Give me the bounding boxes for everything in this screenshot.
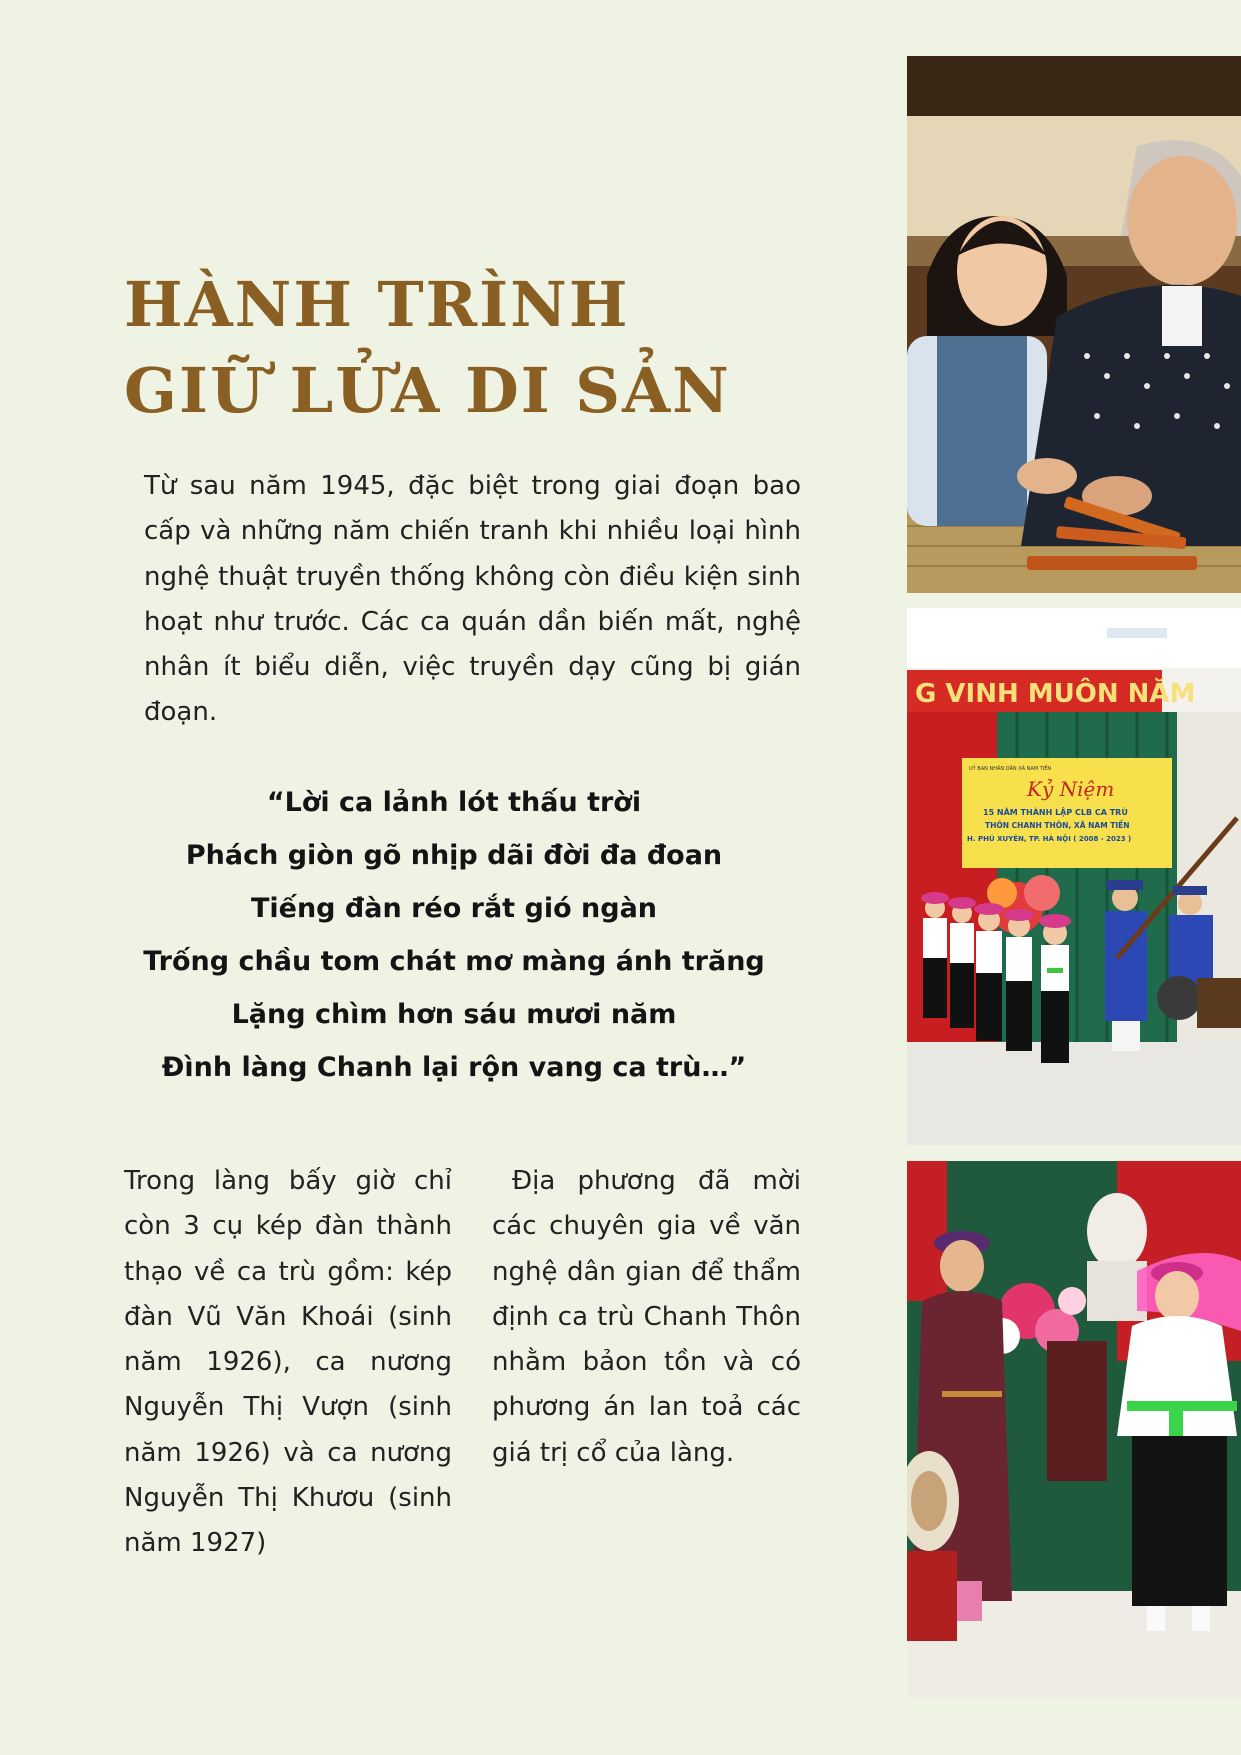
sign-top-text: UỶ BAN NHÂN DÂN XÃ NAM TIẾN [969, 766, 1052, 772]
photo-stage-performance [907, 608, 1241, 1145]
photo-stage-illustration [907, 608, 1241, 1145]
banner-text: G VINH MUÔN NĂM [915, 679, 1196, 709]
poem-line: Đình làng Chanh lại rộn vang ca trù…” [161, 1052, 747, 1083]
poem-line: “Lời ca lảnh lót thấu trời [266, 787, 642, 818]
page-title [124, 262, 764, 434]
sign-line-2: THÔN CHANH THÔN, XÃ NAM TIẾN [985, 821, 1130, 830]
poem-line: Phách giòn gõ nhịp dãi đời đa đoan [185, 840, 723, 871]
right-column-text: Địa phương đã mời các chuyên gia về văn nghệ dân gian để thẩm định ca trù Chanh Thôn nhằm bảon tồn và có phương án lan toả các giá trị cổ của làng. [492, 1166, 801, 1468]
photo-teaching [907, 56, 1241, 593]
left-column-text: Trong làng bấy giờ chỉ còn 3 cụ kép đàn thành thạo về ca trù gồm: kép đàn Vũ Văn Khoái (sinh năm 1926), ca nương Nguyễn Thị Vượn (sinh năm 1926) và ca nương Nguyễn Thị Khươu (sinh năm 1927) [124, 1166, 452, 1559]
title-line-1: HÀNH TRÌNH [124, 268, 630, 341]
sign-script-text: Kỷ Niệm [1027, 777, 1115, 801]
sign-line-3: H. PHÚ XUYÊN, TP. HÀ NỘI ( 2008 - 2023 ) [967, 835, 1132, 843]
title-line-2: GIỮ LỬA DI SẢN [124, 354, 731, 427]
poem-line: Tiếng đàn réo rắt gió ngàn [250, 893, 658, 924]
photo-teaching-illustration [907, 56, 1241, 593]
photo-singer-and-girl [907, 1161, 1241, 1698]
photo-singer-illustration [907, 1161, 1241, 1698]
poem-quote [124, 776, 784, 1094]
intro-paragraph: Từ sau năm 1945, đặc biệt trong giai đoạn bao cấp và những năm chiến tranh khi nhiều loại hình nghệ thuật truyền thống không còn điều kiện sinh hoạt như trước. Các ca quán dần biến mất, nghệ nhân ít biểu diễn, việc truyền dạy cũng bị gián đoạn. [144, 471, 801, 728]
poem-line: Lặng chìm hơn sáu mươi năm [231, 999, 677, 1030]
poem-line: Trống chầu tom chát mơ màng ánh trăng [143, 946, 765, 977]
sign-line-1: 15 NĂM THÀNH LẬP CLB CA TRÙ [983, 808, 1128, 817]
